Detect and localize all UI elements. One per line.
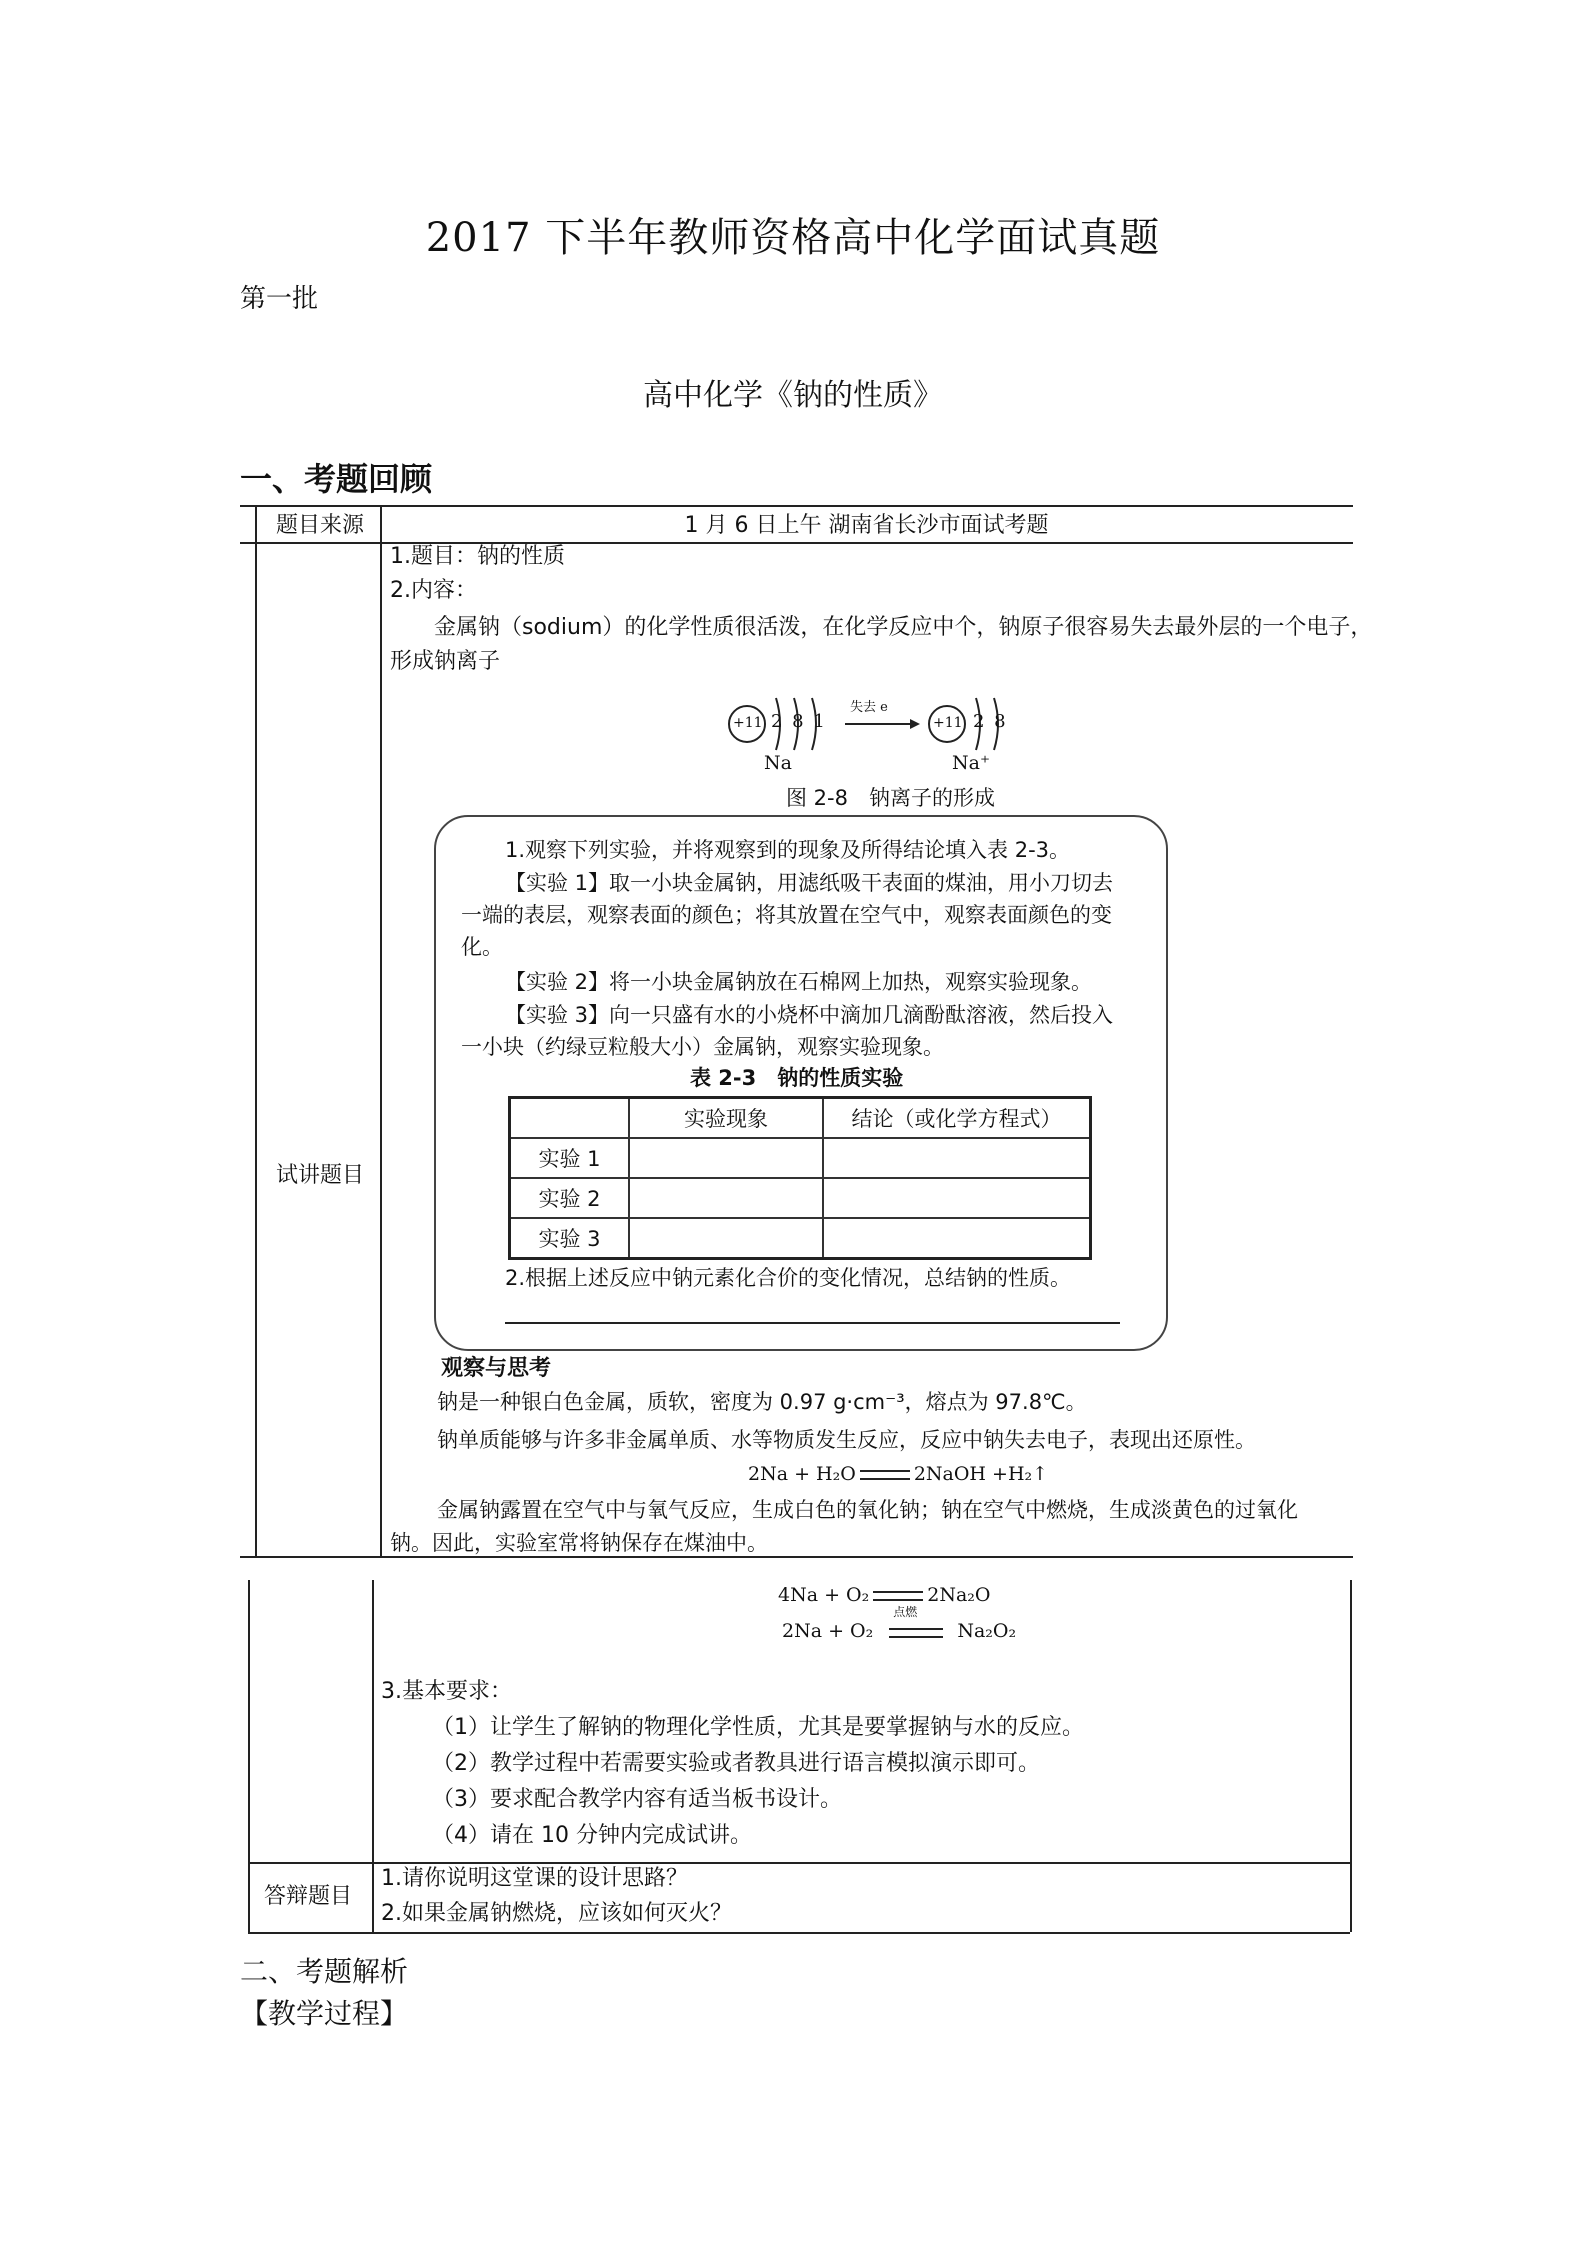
requirement-1: （1）让学生了解钠的物理化学性质，尤其是要掌握钠与水的反应。: [432, 1715, 1084, 1740]
answer-rule: [505, 1322, 1120, 1324]
na-nucleus: +11: [733, 715, 763, 731]
col-conclusion: 结论（或化学方程式）: [823, 1098, 1091, 1139]
requirements-label: 3.基本要求：: [381, 1679, 512, 1704]
box-line-2: 【实验 1】取一小块金属钠，用滤纸吸干表面的煤油，用小刀切去: [505, 871, 1114, 895]
figure-caption: 图 2-8 钠离子的形成: [786, 786, 995, 810]
observe-line-3: 金属钠露置在空气中与氧气反应，生成白色的氧化钠；钠在空气中燃烧，生成淡黄色的过氧化: [437, 1498, 1298, 1522]
equation-na-oxygen: 4Na + O₂ 2Na₂O: [778, 1584, 991, 1606]
row-label: 实验 3: [510, 1218, 630, 1259]
box-line-1: 1.观察下列实验，并将观察到的现象及所得结论填入表 2-3。: [505, 838, 1071, 862]
equals-sign: [873, 1591, 923, 1601]
ion-shells: 2 8: [973, 711, 1008, 732]
teaching-process-label: 【教学过程】: [240, 1997, 409, 2030]
na-label: Na: [764, 752, 792, 774]
box-line-8: 2.根据上述反应中钠元素化合价的变化情况，总结钠的性质。: [505, 1266, 1072, 1290]
source-value: 1 月 6 日上午 湖南省长沙市面试考题: [684, 513, 1049, 538]
experiment-table: [508, 1096, 1092, 1260]
equation-na-water: [748, 1463, 1048, 1485]
arrow-label: 失去 e: [850, 700, 888, 715]
table-row: [510, 1178, 1091, 1218]
defense-label: 答辩题目: [264, 1884, 353, 1909]
box-line-7: 一小块（约绿豆粒般大小）金属钠，观察实验现象。: [461, 1035, 944, 1059]
na-shells: 2 8 1: [771, 711, 827, 732]
table-row: [510, 1218, 1091, 1259]
source-label: 题目来源: [276, 513, 365, 538]
defense-question-2: 2.如果金属钠燃烧，应该如何灭火？: [381, 1901, 732, 1926]
section-heading-review: 一、考题回顾: [240, 460, 433, 498]
box-line-5: 【实验 2】将一小块金属钠放在石棉网上加热，观察实验现象。: [505, 970, 1093, 994]
requirement-3: （3）要求配合教学内容有适当板书设计。: [432, 1787, 842, 1812]
row-label: 实验 2: [510, 1178, 630, 1218]
requirement-2: （2）教学过程中若需要实验或者教具进行语言模拟演示即可。: [432, 1751, 1040, 1776]
row-label: 实验 1: [510, 1138, 630, 1178]
box-line-3: 一端的表层，观察表面的颜色；将其放置在空气中，观察表面颜色的变: [461, 903, 1112, 927]
equals-sign: [860, 1470, 910, 1480]
batch-label: 第一批: [240, 284, 319, 314]
section-heading-analysis: 二、考题解析: [240, 1955, 409, 1988]
content-paragraph: 金属钠（sodium）的化学性质很活泼，在化学反应中个，钠原子很容易失去最外层的一个电子，: [434, 615, 1373, 640]
equation-na-burning: 2Na + O₂ 点燃 Na₂O₂: [782, 1605, 1017, 1642]
content-label: 2.内容：: [390, 578, 477, 603]
topic-line: 1.题目：钠的性质: [390, 544, 565, 569]
eq1-right: 2NaOH +H₂↑: [913, 1463, 1049, 1485]
table-row: [510, 1138, 1091, 1178]
inner-table-corner: [510, 1098, 630, 1139]
observe-line-2: 钠单质能够与许多非金属单质、水等物质发生反应，反应中钠失去电子，表现出还原性。: [437, 1428, 1256, 1452]
lesson-title: 高中化学《钠的性质》: [643, 378, 943, 413]
requirement-4: （4）请在 10 分钟内完成试讲。: [432, 1823, 752, 1848]
ion-label: Na⁺: [952, 752, 990, 774]
ion-nucleus: +11: [933, 715, 963, 731]
trial-label: 试讲题目: [276, 1163, 365, 1188]
box-line-6: 【实验 3】向一只盛有水的小烧杯中滴加几滴酚酞溶液，然后投入: [505, 1003, 1114, 1027]
observe-heading: 观察与思考: [441, 1356, 552, 1381]
content-paragraph-cont: 形成钠离子: [390, 649, 501, 674]
observe-line-1: 钠是一种银白色金属，质软，密度为 0.97 g·cm⁻³，熔点为 97.8℃。: [437, 1390, 1087, 1414]
equals-sign: [889, 1628, 943, 1638]
eq1-left: 2Na + H₂O: [748, 1463, 856, 1485]
observe-line-4: 钠。因此，实验室常将钠保存在煤油中。: [390, 1531, 768, 1555]
box-line-4: 化。: [461, 935, 503, 959]
inner-table-title: 表 2-3 钠的性质实验: [690, 1066, 904, 1090]
col-phenomenon: 实验现象: [629, 1098, 823, 1139]
condition-label: 点燃: [893, 1605, 918, 1619]
document-title: 2017 下半年教师资格高中化学面试真题: [425, 215, 1161, 261]
defense-question-1: 1.请你说明这堂课的设计思路？: [381, 1866, 688, 1891]
